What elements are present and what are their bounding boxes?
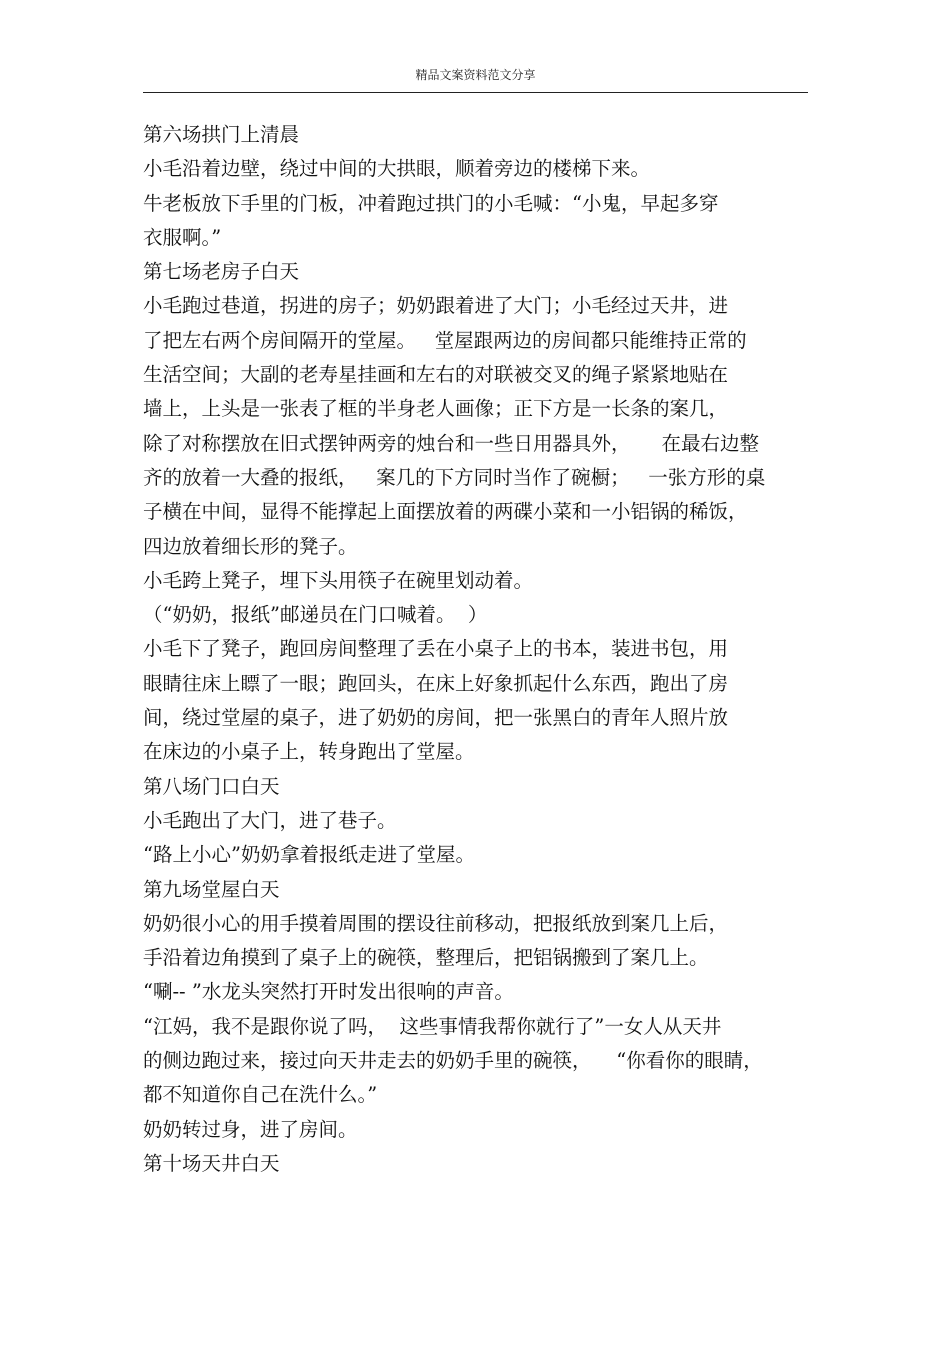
text-line: 第八场门口白天: [143, 774, 280, 798]
text-line: 生活空间；大副的老寿星挂画和左右的对联被交叉的绳子紧紧地贴在: [143, 363, 729, 387]
text-line: （“奶奶，报纸”邮递员在门口喊着。 ）: [143, 603, 488, 627]
text-line: “路上小心”奶奶拿着报纸走进了堂屋。: [143, 843, 475, 867]
header-title: 精品文案资料范文分享: [415, 68, 536, 82]
text-line: “唰-- ”水龙头突然打开时发出很响的声音。: [143, 980, 514, 1004]
text-line: 眼睛往床上瞟了一眼；跑回头，在床上好象抓起什么东西，跑出了房: [143, 671, 729, 695]
text-line: 墙上，上头是一张表了框的半身老人画像；正下方是一长条的案几，: [143, 397, 729, 421]
page-header: [143, 62, 808, 93]
text-line: 第九场堂屋白天: [143, 877, 280, 901]
text-line: 牛老板放下手里的门板，冲着跑过拱门的小毛喊：“小鬼，早起多穿: [143, 191, 719, 215]
text-line: 小毛沿着边壁，绕过中间的大拱眼，顺着旁边的楼梯下来。: [143, 157, 651, 181]
text-line: 第十场天井白天: [143, 1151, 280, 1175]
text-line: 齐的放着一大叠的报纸， 案几的下方同时当作了碗橱； 一张方形的桌: [143, 465, 766, 489]
text-line: 间，绕过堂屋的桌子，进了奶奶的房间，把一张黑白的青年人照片放: [143, 706, 729, 730]
text-line: 小毛跑出了大门，进了巷子。: [143, 808, 397, 832]
text-line: 了把左右两个房间隔开的堂屋。 堂屋跟两边的房间都只能维持正常的: [143, 328, 747, 352]
text-line: 手沿着边角摸到了桌子上的碗筷，整理后，把铝锅搬到了案几上。: [143, 946, 709, 970]
text-line: 四边放着细长形的凳子。: [143, 534, 358, 558]
text-line: 除了对称摆放在旧式摆钟两旁的烛台和一些日用器具外， 在最右边整: [143, 431, 759, 455]
text-line: 奶奶很小心的用手摸着周围的摆设往前移动，把报纸放到案几上后，: [143, 911, 729, 935]
text-line: 奶奶转过身，进了房间。: [143, 1117, 358, 1141]
text-line: “江妈，我不是跟你说了吗， 这些事情我帮你就行了”一女人从天井: [143, 1014, 722, 1038]
text-line: 第七场老房子白天: [143, 260, 300, 284]
text-line: 的侧边跑过来，接过向天井走去的奶奶手里的碗筷， “你看你的眼睛，: [143, 1049, 763, 1073]
text-line: 小毛下了凳子，跑回房间整理了丢在小桌子上的书本，装进书包，用: [143, 637, 729, 661]
text-line: 在床边的小桌子上，转身跑出了堂屋。: [143, 740, 475, 764]
text-line: 小毛跑过巷道，拐进的房子；奶奶跟着进了大门；小毛经过天井，进: [143, 294, 729, 318]
text-line: 衣服啊。”: [143, 225, 222, 249]
text-line: 第六场拱门上清晨: [143, 123, 300, 146]
text-line: 小毛跨上凳子，埋下头用筷子在碗里划动着。: [143, 568, 534, 592]
text-line: 都不知道你自己在洗什么。”: [143, 1083, 378, 1107]
text-line: 子横在中间，显得不能撑起上面摆放着的两碟小菜和一小铝锅的稀饭，: [143, 500, 748, 524]
document-body: [143, 118, 808, 1181]
